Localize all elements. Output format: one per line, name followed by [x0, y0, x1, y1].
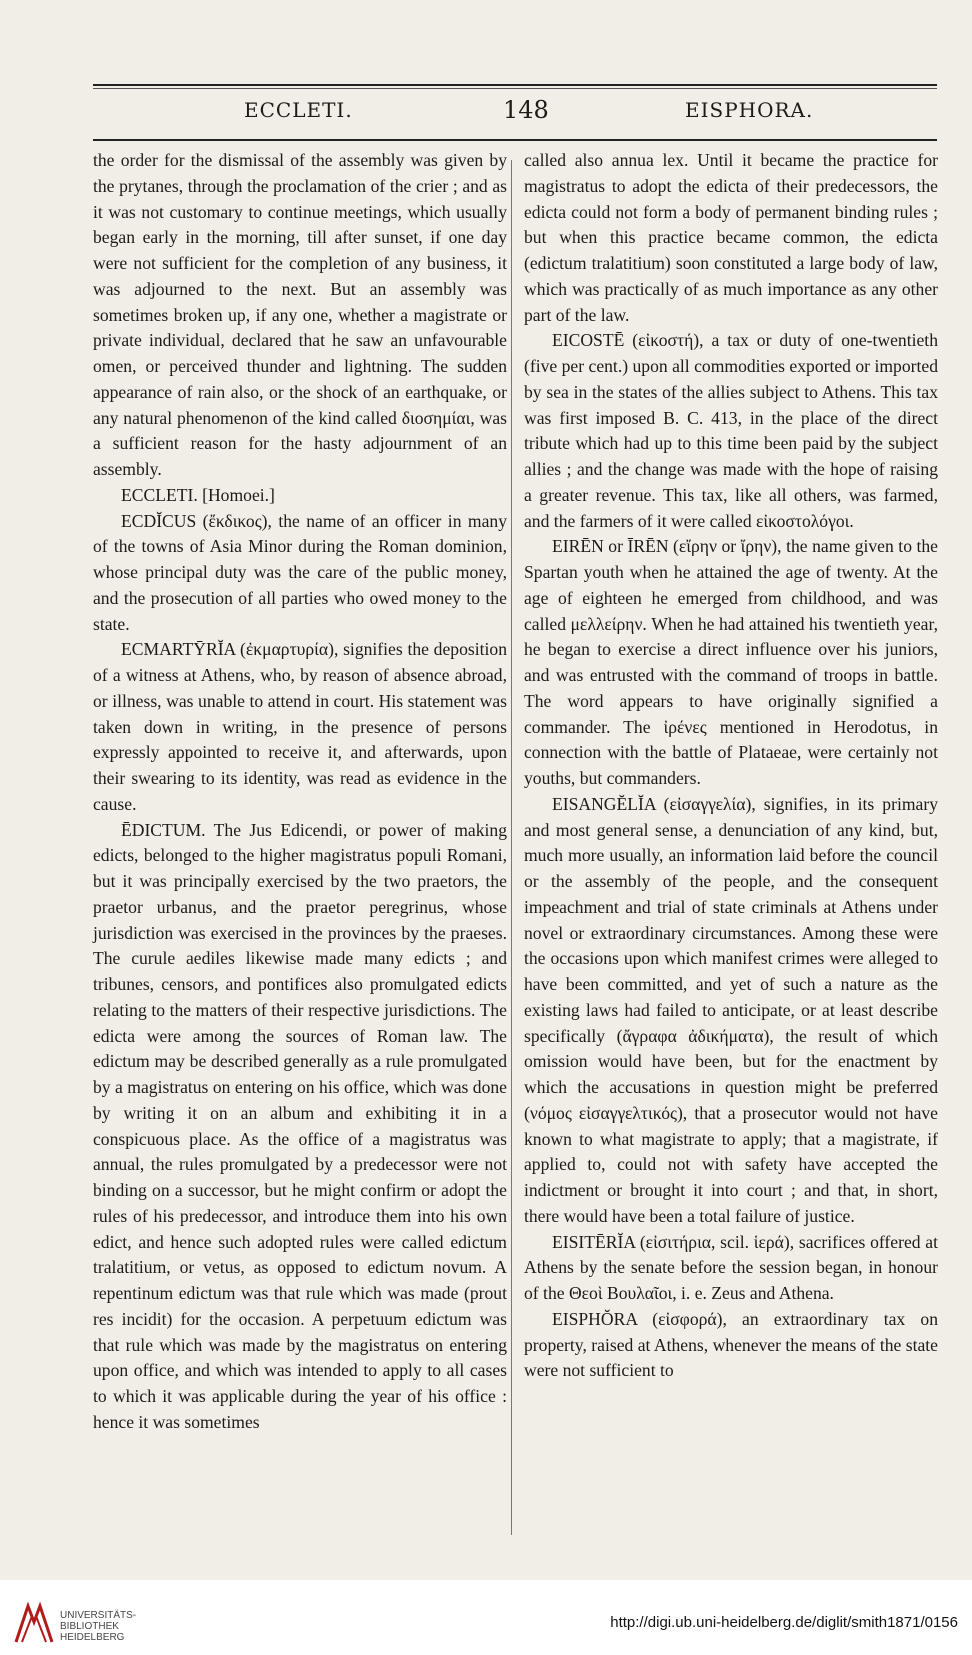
entry-edictum: ĒDICTUM. The Jus Edicendi, or power of making edicts, belonged to the higher magistratus populi Romani, but it was principally exercised by the two praetors, the praetor urbanus, and the praetor peregrinus, whose jurisdiction was exercised in the provinces by the praeses. The curule aediles likewise made many edicts ; and tribunes, censors, and pontifices also promulgated edicts relating to the matters of their respective jurisdictions. The edicta were among the sources of Roman law. The edictum may be described generally as a rule promulgated by a magistratus on entering on his office, which was done by writing it on an album and exhibiting it in a conspicuous place. As the office of a magistratus was annual, the rules promulgated by a predecessor were not binding on a successor, but he might confirm or adopt the rules of his predecessor, and introduce them into his own edict, and hence such adopted rules were called edictum tralatitium, or vetus, as opposed to edictum novum. A repentinum edictum was that rule which was made (prout res incidit) for the occasion. A perpetuum edictum was that rule which was made by the magistratus on entering upon office, and which was intended to apply to all cases to which it was applicable during the year of his office : hence it was sometimes	[93, 819, 507, 1432]
entry-ecdicus: ECDĬCUS (ἔκδικος), the name of an officer in many of the towns of Asia Minor during the Roman dominion, whose principal duty was the care of the public money, and the prosecution of all parties who owed money to the state.	[93, 510, 507, 634]
footer-bar	[0, 1580, 972, 1655]
library-line-2: BIBLIOTHEK	[60, 1621, 119, 1632]
paragraph: the order for the dismissal of the assembly was given by the prytanes, through the proclamation of the crier ; and as it was not customary to continue meetings, which usually began early in the morning, till after sunset, if one day were not sufficient for the completion of any business, it was adjourned to the next. But an assembly was sometimes broken up, if any one, whether a magistrate or private individual, declared that he saw an unfavourable omen, or perceived thunder and lightning. The sudden appearance of rain also, or the shock of an earthquake, or any natural phenomenon of the kind called διοσημίαι, was a sufficient reason for the hasty adjournment of an assembly.	[93, 150, 507, 479]
column-divider	[511, 160, 512, 1535]
entry-eiren: EIRĒN or ĪRĒN (εἴρην or ἴρην), the name given to the Spartan youth when he attained the age of twenty. At the age of eighteen he emerged from childhood, and was called μελλείρην. When he had attained his twentieth year, he began to exercise a direct influence over his juniors, and was entrusted with the command of troops in battle. The word appears to have originally signified a commander. The ἰρένες mentioned in Herodotus, in connection with the battle of Plataeae, were certainly not youths, but commanders.	[524, 536, 938, 788]
left-column	[93, 148, 507, 1436]
top-rule-thin	[93, 88, 937, 89]
library-line-1: UNIVERSITÄTS-	[60, 1610, 137, 1621]
entry-eisangelia: EISANGĔLĬA (εἰσαγγελία), signifies, in its primary and most general sense, a denunciation of any kind, but, much more usually, an information laid before the council or the assembly of the people, and the consequent impeachment and trial of state criminals at Athens under novel or extraordinary circumstances. Among these were the occasions upon which manifest crimes were alleged to have been committed, and yet of such a nature as the existing laws had failed to anticipate, or at least describe specifically (ἄγραφα ἀδικήματα), the result of which omission would have been, but for the enactment by which the accusations in question might be preferred (νόμος εἰσαγγελτικός), that a prosecutor would not have known to what magistrate to apply; that a magistrate, if applied to, could not with safety have accepted the indictment or brought it into court ; and that, in short, there would have been a total failure of justice.	[524, 793, 938, 1226]
source-url[interactable]: http://digi.ub.uni-heidelberg.de/diglit/smith1871/0156	[610, 1614, 958, 1631]
library-line-3: HEIDELBERG	[60, 1632, 125, 1643]
paragraph: called also annua lex. Until it became the practice for magistratus to adopt the edicta of their predecessors, the edicta could not form a body of permanent binding rules ; but when this practice became common, the edicta (edictum tralatitium) soon constituted a large body of law, which was practically of as much importance as any other part of the law.	[524, 150, 938, 325]
running-head-right: EISPHORA.	[685, 98, 814, 122]
entry-eisiteria: EISITĒRĬA (εἰσιτήρια, scil. ἱερά), sacrifices offered at Athens by the senate before the session began, in honour of the Θεοὶ Βουλαῖοι, i. e. Zeus and Athena.	[524, 1231, 938, 1303]
running-head-left: ECCLETI.	[244, 98, 353, 122]
page-number: 148	[503, 96, 549, 124]
entry-eicoste: EICOSTĒ (εἰκοστή), a tax or duty of one-twentieth (five per cent.) upon all commodities exported or imported by sea in the states of the allies subject to Athens. This tax was first imposed B. C. 413, in the place of the direct tribute which had up to this time been paid by the subject allies ; and the change was made with the hope of raising a greater revenue. This tax, like all others, was farmed, and the farmers of it were called εἰκοστολόγοι.	[524, 330, 938, 531]
entry-eisphora: EISPHŎRA (εἰσφορά), an extraordinary tax on property, raised at Athens, whenever the means of the state were not sufficient to	[524, 1308, 938, 1381]
right-column	[524, 148, 938, 1384]
entry-ecceti: ECCLETI. [Homoei.]	[121, 484, 275, 505]
library-name	[60, 1610, 136, 1643]
top-rule	[93, 84, 937, 86]
header-rule	[93, 139, 937, 141]
entry-ecmartyria: ECMARTȲRĬA (ἐκμαρτυρία), signifies the deposition of a witness at Athens, who, by reason of absence abroad, or illness, was unable to attend in court. His statement was taken down in writing, in the presence of persons expressly appointed to receive it, and afterwards, upon their swearing to its identity, was read as evidence in the cause.	[93, 639, 507, 814]
library-logo-icon	[12, 1602, 56, 1646]
